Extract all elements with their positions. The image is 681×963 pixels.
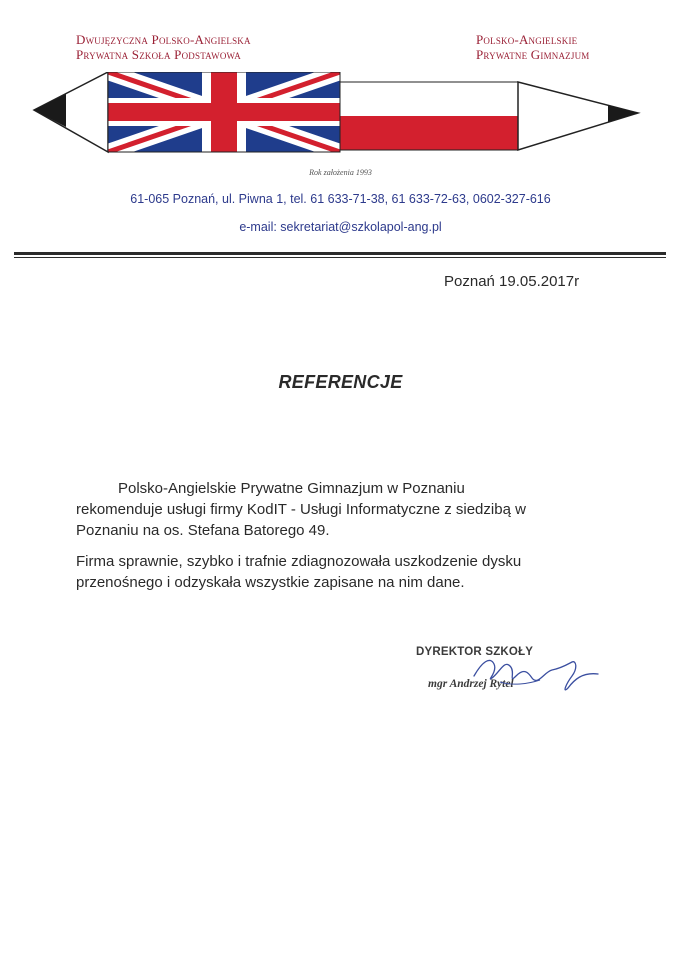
union-jack-pencil-icon [34, 72, 340, 152]
handwritten-signature-icon [412, 642, 612, 702]
school-name-right [476, 32, 589, 62]
school-address: 61-065 Poznań, ul. Piwna 1, tel. 61 633-71-38, 61 633-72-63, 0602-327-616 [130, 192, 551, 206]
pencils-logo [30, 72, 645, 158]
polish-flag-pencil-icon [340, 82, 638, 150]
school-name-left [76, 32, 251, 62]
place-date: Poznań 19.05.2017r [444, 273, 580, 290]
school-right-line1: Polsko-Angielskie [476, 32, 578, 47]
school-left-line1: Dwujęzyczna Polsko-Angielska [76, 32, 251, 47]
letter-title: REFERENCJE [278, 372, 403, 392]
header-divider-thick [14, 252, 666, 255]
school-right-line2: Prywatne Gimnazjum [476, 47, 590, 62]
signature-title: DYREKTOR SZKOŁY [416, 646, 534, 658]
header-divider-thin [14, 257, 666, 258]
paragraph-recommendation: Polsko-Angielskie Prywatne Gimnazjum w Poznaniu rekomenduje usługi firmy KodIT - Usługi Informatyczne z siedzibą w Poznaniu na os. Stefana Batorego 49. [76, 480, 526, 539]
school-left-line2: Prywatna Szkoła Podstawowa [76, 47, 241, 62]
founded-year: Rok założenia 1993 [309, 168, 372, 177]
school-email: e-mail: sekretariat@szkolapol-ang.pl [239, 220, 442, 234]
signature-block [412, 642, 612, 702]
paragraph-service-details: Firma sprawnie, szybko i trafnie zdiagnozowała uszkodzenie dysku przenośnego i odzyskała wszystkie zapisane na nim dane. [76, 553, 522, 591]
letter-body [76, 478, 546, 603]
signature-name: mgr Andrzej Rytel [428, 678, 514, 690]
